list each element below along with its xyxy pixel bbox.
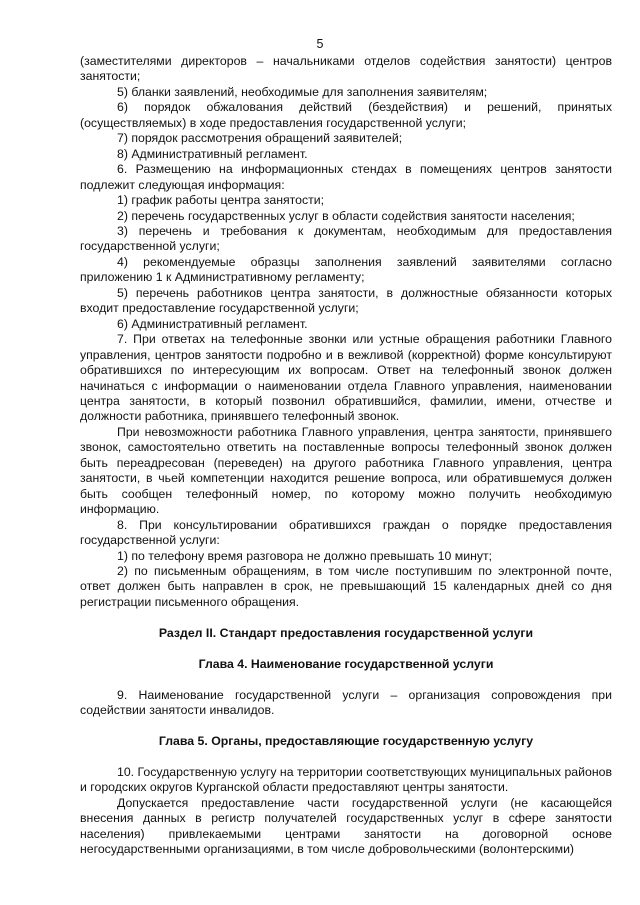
list-item: 8) Административный регламент. [117, 146, 308, 161]
chapter-heading: Глава 5. Органы, предоставляющие государственную услугу [158, 733, 534, 748]
list-item: 1) по телефону время разговора не должно превышать 10 минут; [117, 548, 493, 563]
paragraph: 6. Размещению на информационных стендах в помещениях центров занятости подлежит следующая информация: [80, 162, 612, 192]
document-body [80, 54, 612, 857]
paragraph: При невозможности работника Главного управления, центра занятости, принявшего звонок, самостоятельно ответить на поставленные вопросы телефонный звонок должен быть переадресован (переведен) на другого работника Главного управления, центра занятости, в чьей компетенции находится решение вопроса, или обратившемуся должен быть сообщен телефонный номер, по которому можно получить необходимую информацию. [80, 424, 612, 517]
list-item: 1) график работы центра занятости; [117, 193, 325, 208]
list-item: 6) Административный регламент. [117, 316, 308, 331]
list-item: 5) бланки заявлений, необходимые для заполнения заявителям; [117, 84, 488, 99]
page-number: 5 [316, 37, 324, 51]
list-item: 3) перечень и требования к документам, необходимым для предоставления государственной услуги; [80, 223, 612, 254]
paragraph: 10. Государственную услугу на территории соответствующих муниципальных районов и городских округов Курганской области предоставляют центры занятости. [80, 764, 612, 795]
paragraph: 7. При ответах на телефонные звонки или устные обращения работники Главного управления, центров занятости подробно и в вежливой (корректной) форме консультируют обратившихся по интересующим их вопросам. Ответ на телефонный звонок должен начинаться с информации о наименовании отдела Главного управления, наименовании центра занятости, в который позвонил обратившийся, фамилии, имени, отчестве и должности работника, принявшего телефонный звонок. [80, 332, 612, 424]
list-item: 2) по письменным обращениям, в том числе поступившим по электронной почте, ответ должен быть направлен в срок, не превышающий 15 календарных дней со дня регистрации письменного обращения. [80, 563, 612, 609]
chapter-heading: Глава 4. Наименование государственной услуги [198, 656, 494, 671]
list-item: 5) перечень работников центра занятости, в должностные обязанности которых входит предоставление государственной услуги; [80, 285, 612, 316]
paragraph: (заместителями директоров – начальниками отделов содействия занятости) центров занятости; [80, 54, 612, 84]
paragraph: Допускается предоставление части государственной услуги (не касающейся внесения данных в регистр получателей государственных услуг в сфере занятости населения) привлекаемыми центрами занятости на договорной основе негосударственными организациями, в том числе добровольческими (волонтерскими) [80, 795, 612, 857]
list-item: 7) порядок рассмотрения обращений заявителей; [117, 131, 403, 146]
paragraph: 9. Наименование государственной услуги – организация сопровождения при содействии занятости инвалидов. [80, 687, 612, 717]
list-item: 4) рекомендуемые образцы заполнения заявлений заявителями согласно приложению 1 к Административному регламенту; [80, 254, 612, 285]
paragraph: 8. При консультировании обратившихся граждан о порядке предоставления государственной услуги: [80, 517, 612, 548]
section-heading: Раздел II. Стандарт предоставления государственной услуги [158, 625, 534, 640]
list-item: 6) порядок обжалования действий (бездействия) и решений, принятых (осуществляемых) в ходе предоставления государственной услуги; [80, 100, 612, 130]
list-item: 2) перечень государственных услуг в области содействия занятости населения; [117, 208, 575, 223]
